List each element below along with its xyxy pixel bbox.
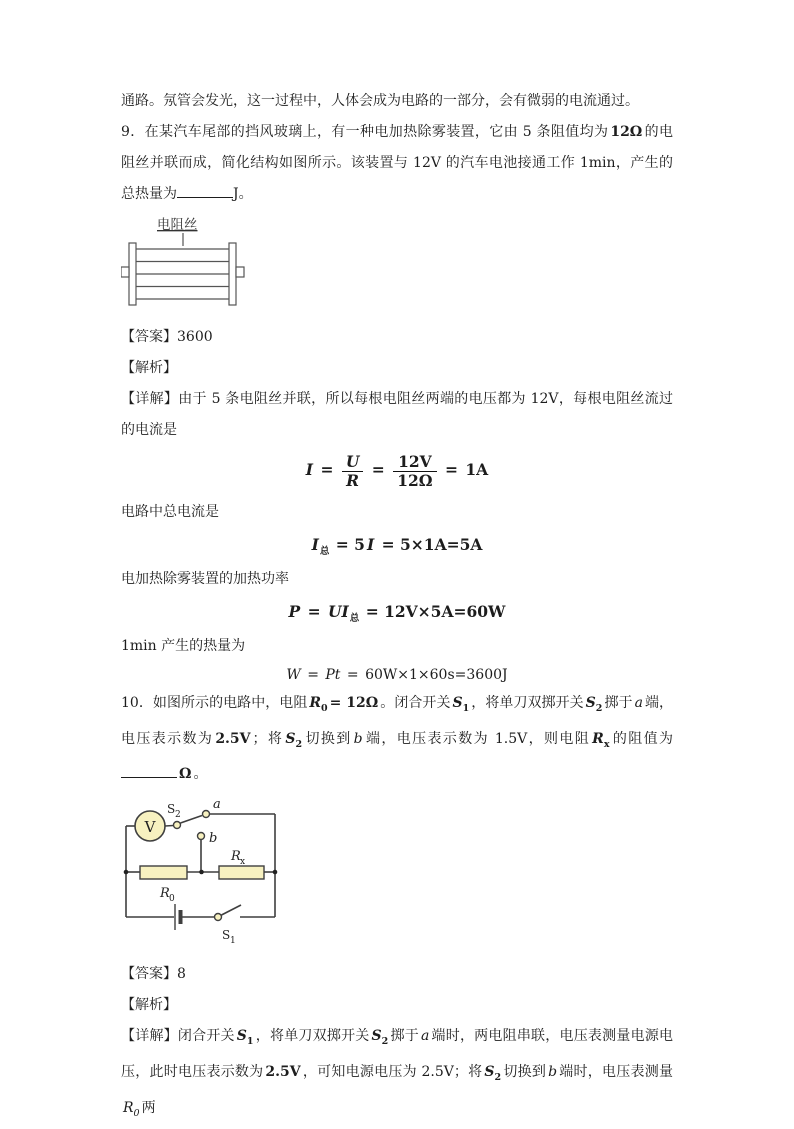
right-terminal-tab [236,267,244,277]
terminal-a-var: a [634,694,643,711]
s2-label: S [167,802,176,817]
text-run: 掷于 [390,1028,419,1045]
terminal-a-var: a [420,1028,430,1045]
text-run: ，将单刀双掷开关 [471,694,584,711]
equals-sign: = [346,666,359,683]
answer-tag: 【答案】 [121,966,177,983]
left-terminal-tab [121,267,129,277]
s1-label-sub: 1 [230,936,236,947]
text-run: 由于 5 条电阻丝并联，所以每根电阻丝两端的电压都为 12V，每根电阻丝流过的电流是 [121,391,673,438]
voltmeter-label: V [144,818,156,837]
s2-pivot-terminal [174,822,181,829]
rx-token: $R_x$ [592,730,610,750]
analysis-tag: 【解析】 [121,360,177,376]
terminal-b [198,833,205,840]
answer-tag: 【答案】 [121,329,177,345]
fraction [392,453,437,490]
q9-detail-line [121,497,673,528]
text-run: ，将单刀双掷开关 [255,1028,370,1045]
numerator: U [342,453,364,472]
text-run: 电路中总电流是 [121,503,219,520]
q9-analysis-line [121,353,673,384]
s2-token: $S_2$ [371,1028,389,1048]
fraction [341,453,365,490]
formula-symbol: UI [328,601,349,621]
question-10-stem [121,688,673,791]
equals-sign: = [307,601,321,621]
s1-blade [222,905,242,915]
q10-analysis-line [121,990,673,1021]
text-run: 端时，电压表测量 [559,1064,673,1081]
text-run: 的电阻丝并联而成，简化结构如图所示。该装置与 12V 的汽车电池接通工作 1min，产生的总热量为 [121,124,674,202]
formula-result: = 5×1A=5A [381,534,483,554]
answer-blank [177,183,233,198]
text-run: 两 [141,1100,156,1116]
denominator: R [346,470,360,490]
junction-dot [273,870,278,875]
formula-total-current [121,535,673,557]
text-run: 端，电压表示数为 [121,694,674,747]
q10-answer-line [121,959,673,990]
text-run: ，可知电源电压为 2.5V；将 [302,1064,483,1081]
q10-detail-paragraph [121,1021,673,1128]
resistance-value-bold: 12Ω [610,124,643,140]
formula-power [121,602,673,624]
text-run: 1min 产生的热量为 [121,637,246,654]
equals-sign: = [307,666,319,683]
text-run: 切换到 [304,730,352,747]
resistor-r0 [140,866,187,879]
formula-symbol: P [288,601,301,621]
q9-detail-line [121,631,673,662]
formula-result: 60W×1×60s=3600J [365,666,508,683]
denominator: 12Ω [397,470,433,490]
text-run: 电加热除雾装置的加热功率 [121,570,289,587]
circuit-figure [121,796,673,955]
formula-symbol: W [286,666,301,683]
junction-dot [124,870,129,875]
omega-unit-bold: Ω [179,766,192,783]
s1-token: $S_1$ [236,1028,254,1048]
numerator: 12V [393,453,436,472]
right-bus-bar [229,243,236,305]
s1-terminal [215,914,222,921]
voltage-value-bold: 2.5V [215,730,251,747]
s2-token: $S_2$ [484,1064,502,1083]
wire [165,826,174,827]
r0-label-sub: 0 [169,894,175,905]
text-run: 。闭合开关 [380,694,451,711]
circuit-diagram [121,796,293,951]
subscript: 总 [319,545,330,557]
resistor-rx [219,866,264,879]
text-run: 端时，两电阻串联，电压表测量电源电压，此时电压表示数为 [121,1028,674,1081]
analysis-tag: 【解析】 [121,997,177,1014]
resistance-wire-label: 电阻丝 [157,217,198,233]
s1-label: S [222,928,231,943]
answer-value: 3600 [177,329,213,345]
formula-result: = 12V×5A=60W [365,601,506,621]
r0-token: $R_0 = 12\Omega$ [309,694,379,714]
text-run: J。 [233,186,253,202]
b-label: b [209,831,218,847]
answer-blank [121,763,177,778]
s2-token: $S_2$ [585,694,603,714]
formula-symbol: I [311,534,319,554]
formula-symbol: I [305,460,314,480]
rx-label: R [231,849,241,865]
intro-paragraph [121,86,673,117]
s2-blade [181,816,203,824]
question-9-stem [121,117,673,210]
defogger-figure [121,216,673,318]
answer-value: 8 [177,966,186,983]
formula-heat [121,667,673,683]
formula-current-per-wire [121,453,673,490]
r0-var: $R_0$ [123,1100,140,1119]
text-run: 端，电压表示数为 1.5V，则电阻 [364,730,591,747]
detail-tag: 【详解】 [121,391,179,407]
equals-sign: = [444,460,458,480]
equals-sign: = [320,460,334,480]
terminal-b-var: b [353,730,363,747]
formula-symbol: Pt [325,666,341,683]
text-run: 。 [193,766,208,783]
terminal-b-var: b [548,1064,558,1081]
voltage-value-bold: 2.5V [265,1064,301,1081]
left-bus-bar [129,243,136,305]
equals-sign: = 5 [335,534,365,554]
text-run: ；将 [252,730,284,747]
r0-label: R [160,886,170,902]
q9-answer-line [121,322,673,353]
s1-token: $S_1$ [452,694,470,714]
subscript: 总 [349,612,360,624]
equals-sign: = [371,460,385,480]
q9-detail-paragraph [121,384,673,446]
text-run: 切换到 [503,1064,547,1081]
text-run: 通路。氖管会发光，这一过程中，人体会成为电路的一部分，会有微弱的电流通过。 [121,93,639,109]
detail-tag: 【详解】 [121,1028,178,1045]
junction-dot [199,870,204,875]
text-run: 闭合开关 [177,1028,235,1045]
s2-label-sub: 2 [175,810,181,821]
text-run: 的阻值为 [611,730,674,747]
text-run: 9．在某汽车尾部的挡风玻璃上，有一种电加热除雾装置，它由 5 条阻值均为 [121,124,609,140]
q9-detail-line [121,564,673,595]
defogger-diagram [121,216,253,314]
formula-result: 1A [465,460,489,480]
formula-symbol: I [366,534,375,554]
rx-label-sub: x [240,857,246,868]
text-run: 掷于 [604,694,633,711]
s2-token: $S_2$ [285,730,303,750]
terminal-a [203,811,210,818]
a-label: a [213,797,221,813]
text-run: 10．如图所示的电路中，电阻 [121,694,308,711]
